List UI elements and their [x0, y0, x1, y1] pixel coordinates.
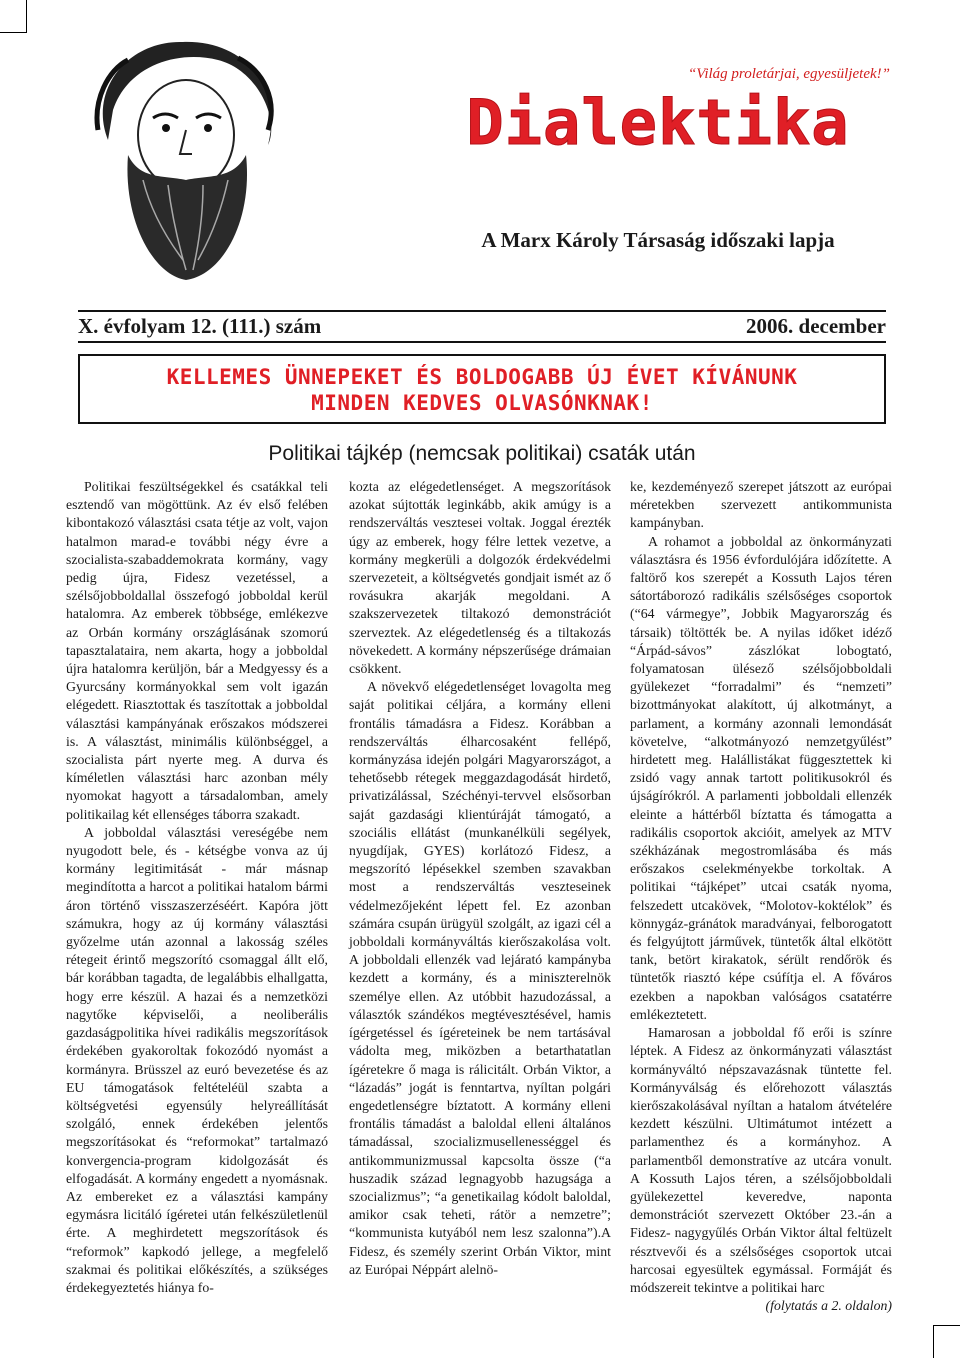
masthead-title: Dialektika: [466, 86, 850, 159]
paragraph: A rohamot a jobboldal az önkormányzati választásra és 1956 évfordulójára időzítette. A faltörő kos szerepét a Kossuth Lajos téren sátortáborozó radikális szélsőséges csoportok (“64 vármegye”, Jobbik Magyarország és társaik) töltötték be. A nyilas időket idéző “Árpád-sávos” zászlókat lobogtató, folyamatosan ülésező szélsőjobboldali gyülekezet “forradalmi” és “nemzeti” bizottmányokat alakított, új alkotmányt, a parlament, a kormány azonnali lemondását követelve, “alkotmányozó nemzetgyűlést” hirdetett meg. Halállistákat függesztettek ki zsidó vagy annak tartott politikusokról és újságírókról. A parlamenti jobboldali ellenzék eleinte a háttérből bíztatta és támogatta a radikális csoportok akcióit, amelyek az MTV székházának megostromlásába és más erőszakos cselekményekbe torkoltak. A politikai “tájképet” utcai csaták nyoma, felszedett utcakövek, “Molotov-koktélok” és könnygáz-gránátok maradványai, felborogatott és felgyújtott járművek, tüntetők által elkötött tank, betört kirakatok, sérült rendőrök és tüntetők riasztó képe csúfítja el. A főváros ezekben a napokban valóságos csatatérre emlékeztetett.: [630, 533, 892, 1022]
masthead-subtitle: A Marx Károly Társaság időszaki lapja: [481, 228, 835, 252]
article-column-3: [630, 478, 892, 1315]
issue-date: 2006. december: [746, 314, 886, 338]
crop-mark-top-left: [0, 0, 27, 33]
article-column-2: [349, 478, 611, 1279]
article-headline: Politikai tájkép (nemcsak politikai) csaták után: [268, 442, 696, 465]
paragraph: A jobboldal választási vereségébe nem nyugodott bele, és - kétségbe vonva az új kormány legitimitását - már másnap megindította a harcot a politikai hatalom bármi áron történő visszaszerzéséért. Kapóra jött számukra, hogy az új kormány választási győzelme után azonnal a lakosság széles rétegeit érintő megszorító csomaggal állt elő, bár korábban tagadta, de legalábbis elhallgatta, hogy erre készül. A hazai és a nemzetközi nagytőke képviselői, a neoliberális gazdaságpolitika hívei radikális megszorítások érdekében gyakoroltak fokozódó nyomást a kormányra. Brüsszel az euró bevezetése és az EU támogatások feltételéül szabta a költségvetési egyensúly helyreállítását szolgáló, ennek érdekében jelentős megszorításokat és “reformokat” tartalmazó konvergencia-program kidolgozását és elfogadását. A kormány engedett a nyomásnak. Az embereket ez a választási kampány egymásra licitáló ígéretei után felkészületlenül érte. A meghirdetett megszorítások és “reformok” kapkodó jellege, a megfelelő szakmai és politikai előkészítés, a szükséges érdekegyeztetés hiánya fo-: [66, 824, 328, 1295]
holiday-greeting: [78, 354, 886, 424]
greeting-line-1: KELLEMES ÜNNEPEKET ÉS BOLDOGABB ÚJ ÉVET KÍVÁNUNK: [166, 365, 798, 389]
marx-portrait-image: [68, 30, 296, 292]
greeting-line-2: MINDEN KEDVES OLVASÓNKNAK!: [311, 391, 653, 415]
crop-mark-bottom-right: [933, 1325, 960, 1358]
issue-bar: [78, 310, 886, 343]
paragraph: Hamarosan a jobboldal fő erői is színre léptek. A Fidesz az önkormányzati választást kormányváltó népszavazásnak tüntette fel. Kormányválság és előrehozott választás kierőszakolásával nyíltan a hatalom átvételére kezdett készülni. Ultimátumot intézett a parlamenthez és a kormányhoz. A parlamentből demonstratíve az utcára vonult. A Kossuth Lajos téren, a szélsőjobboldali gyülekezettel keveredve, naponta demonstrációt szervezett Október 23.-án a Fidesz- nagygyűlés Orbán Viktor által feltüzelt résztvevői és a szélsőséges csoportok utcai harcosai egyesültek egymással. Formáját és módszereit tekintve a politikai harc: [630, 1025, 892, 1295]
paragraph: ke, kezdeményező szerepet játszott az európai méretekben szervezett antikommunista kampányban.: [630, 479, 892, 531]
paragraph: A növekvő elégedetlenséget lovagolta meg saját politikai céljára, a kormány elleni frontális támadásra a Fidesz. Korábban a rendszerváltás élharcosaként fellépő, kormányzása idején polgári Magyarországot, a tehetősebb rétegek meggazdagodását hirdető, privatizálással, Széchényi-tervvel elsősorban saját gazdasági klientúráját támogató, a szociális ellátást (munkanélküli segélyek, nyugdíjak, GYES) korlátozó Fidesz, a megszorító lépésekkel szemben szavakban most a rendszerváltás veszteseinek védelmezőjeként lépett fel. Ez azonban számára csupán ürügyül szolgált, az igazi cél a jobboldali kormányváltás kierőszakolása volt. A jobboldali ellenzék vad lejárató kampányba kezdett a kormány, és a miniszterelnök személye ellen. Az utóbbit hazudozással, a választók szándékos megtévesztésével, hamis ígérgetéssel és ígéreteinek be nem tartásával vádolta meg, miközben a betarthatatlan ígéretekre ő maga is rálicitált. Orbán Viktor, a “lázadás” jogát is fenntartva, nyíltan polgári engedetlenségre bíztatott. A kormány elleni frontális támadást a baloldal elleni általános támadással, szocializmusellenességgel és antikommunizmussal kapcsolta össze (“a huszadik század legnagyobb hazugsága a szocializmus”; “a genetikailag kódolt baloldal, amikor csak teheti, rátör a nemzetre”; “kommunista kutyából nem lesz szalonna”).A Fidesz, és személy szerint Orbán Viktor, mint az Európai Néppárt alelnö-: [349, 679, 611, 1277]
paragraph: kozta az elégedetlenséget. A megszorítások azokat sújtották leginkább, akik amúgy is a rendszerváltás vesztesei voltak. Joggal érezték úgy az emberek, hogy félre lettek vezetve, a kormány megkerüli a dolgozók érdekvédelmi szervezeteit, a költségvetés gondjait ismét az ő rovásukra akarják megoldani. A szakszervezetek tiltakozó demonstrációt szerveztek. Az elégedetlenség és a tiltakozás növekedett. A kormány népszerűsége drámaian csökkent.: [349, 479, 611, 677]
issue-volume: X. évfolyam 12. (111.) szám: [78, 314, 322, 338]
motto: “Világ proletárjai, egyesüljetek!”: [687, 66, 890, 82]
paragraph: Politikai feszültségekkel és csatákkal teli esztendő van mögöttünk. Az év első felében kibontakozó választási csata tétje az volt, vajon hatalmon marad-e további négy évre a szocialista-szabaddemokrata kormány, vagy pedig újra, Fidesz vezetéssel, a szélsőjobboldallal összefogó jobboldal kerül hatalomra. Az emberek többsége, emlékezve az Orbán kormány országlásának szomorú tapasztalataira, nem akarta, hogy a jobboldal újra hatalomra kerüljön, bár a Medgyessy és a Gyurcsány kormányokkal sem volt igazán elégedett. Riasztottak és taszítottak a jobboldal választási kampányának erőszakos módszerei is. A választást, minimális különbséggel, a szocialista párt nyerte meg. A durva és kíméletlen választási harc azonban mély nyomokat hagyott a társadalomban, amely politikailag két ellenséges táborra szakadt.: [66, 479, 328, 822]
continued-note: (folytatás a 2. oldalon): [765, 1298, 892, 1314]
article-column-1: [66, 478, 328, 1297]
